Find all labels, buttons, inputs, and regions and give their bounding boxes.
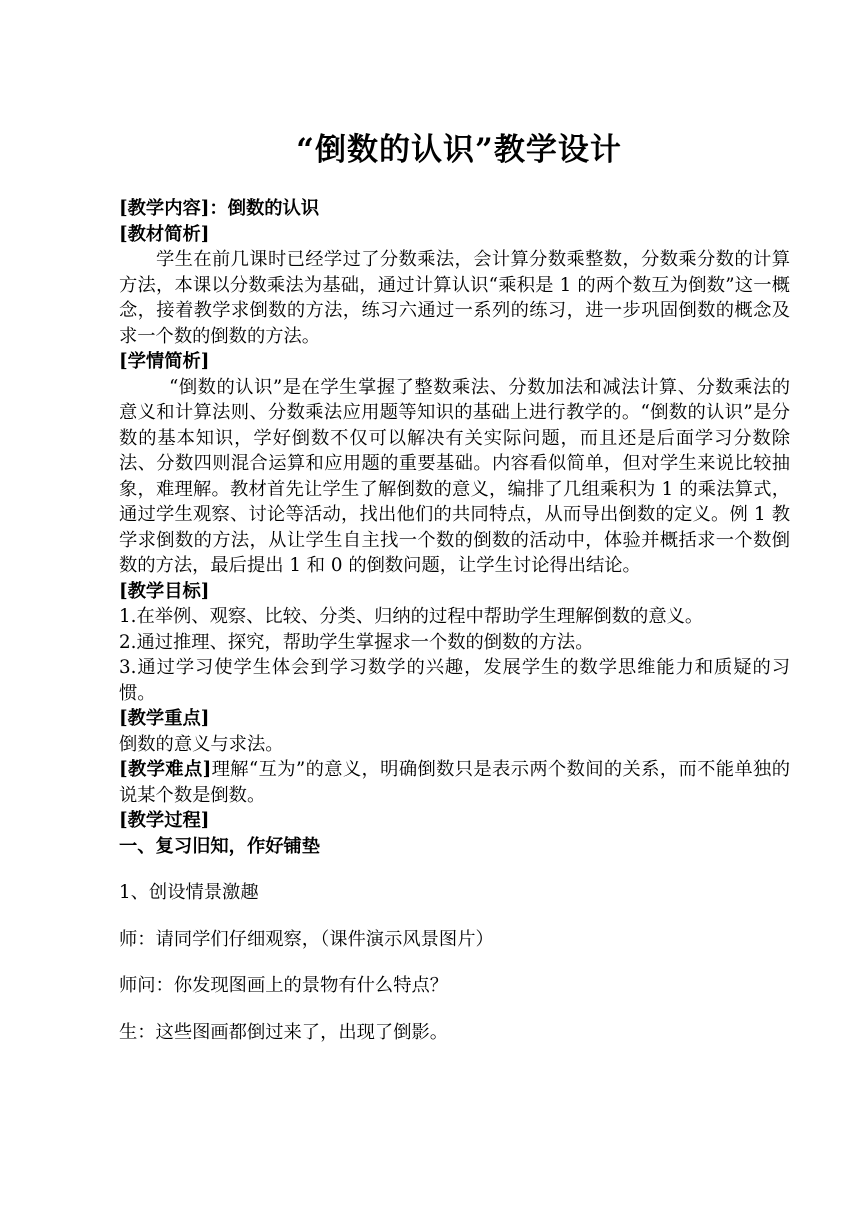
process-line: 生：这些图画都倒过来了，出现了倒影。 [119,1021,449,1043]
process-line: 1、创设情景激趣 [119,882,259,903]
students-heading: [学情简析] [119,351,210,372]
goal-item: 1.在举例、观察、比较、分类、归纳的过程中帮助学生理解倒数的意义。 [119,606,704,627]
students-paragraph: “倒数的认识”是在学生掌握了整数乘法、分数加法和减法计算、分数乘法的意义和计算法则、分数乘法应用题等知识的基础上进行教学的。“倒数的认识”是分数的基本知识，学好倒数不仅可以解决有关实际问题，而且还是后面学习分数除法、分数四则混合运算和应用题的重要基础。内容看似简单，但对学生来说比较抽象，难理解。教材首先让学生了解倒数的意义，编排了几组乘积为 1 的乘法算式，通过学生观察、讨论等活动，找出他们的共同特点，从而导出倒数的定义。例 1 教学求倒数的方法，从让学生自主找一个数的倒数的活动中，体验并概括求一个数倒数的方法，最后提出 1 和 0 的倒数问题，让学生讨论得出结论。 [119,376,790,576]
difficulty-heading: [教学难点] [119,759,212,780]
difficulty-paragraph [119,757,790,808]
key-text: 倒数的意义与求法。 [119,733,284,755]
key-heading: [教学重点] [119,708,210,729]
goals-heading: [教学目标] [119,580,210,602]
process-line: 师问：你发现图画上的景物有什么特点？ [119,975,449,996]
content-heading: [教学内容]：倒数的认识 [119,198,320,219]
document-body [119,196,790,1045]
textbook-paragraph: 学生在前几课时已经学过了分数乘法，会计算分数乘整数，分数乘分数的计算方法，本课以分数乘法为基础，通过计算认识“乘积是 1 的两个数互为倒数”这一概念，接着教学求倒数的方法，练习六通过一系列的练习，进一步巩固倒数的概念及求一个数的倒数的方法。 [119,249,790,347]
goal-item: 3.通过学习使学生体会到学习数学的兴趣，发展学生的数学思维能力和质疑的习惯。 [119,657,790,704]
section-heading: 一、复习旧知，作好铺垫 [119,835,321,857]
goal-item: 2.通过推理、探究，帮助学生掌握求一个数的倒数的方法。 [119,631,594,653]
process-heading: [教学过程] [119,810,210,831]
document-title: “倒数的认识”教学设计 [296,132,622,168]
difficulty-text: 理解“互为”的意义，明确倒数只是表示两个数间的关系，而不能单独的说某个数是倒数。 [119,759,790,806]
textbook-heading: [教材简析] [119,223,210,245]
process-line: 师：请同学们仔细观察，（课件演示风景图片） [119,928,494,950]
